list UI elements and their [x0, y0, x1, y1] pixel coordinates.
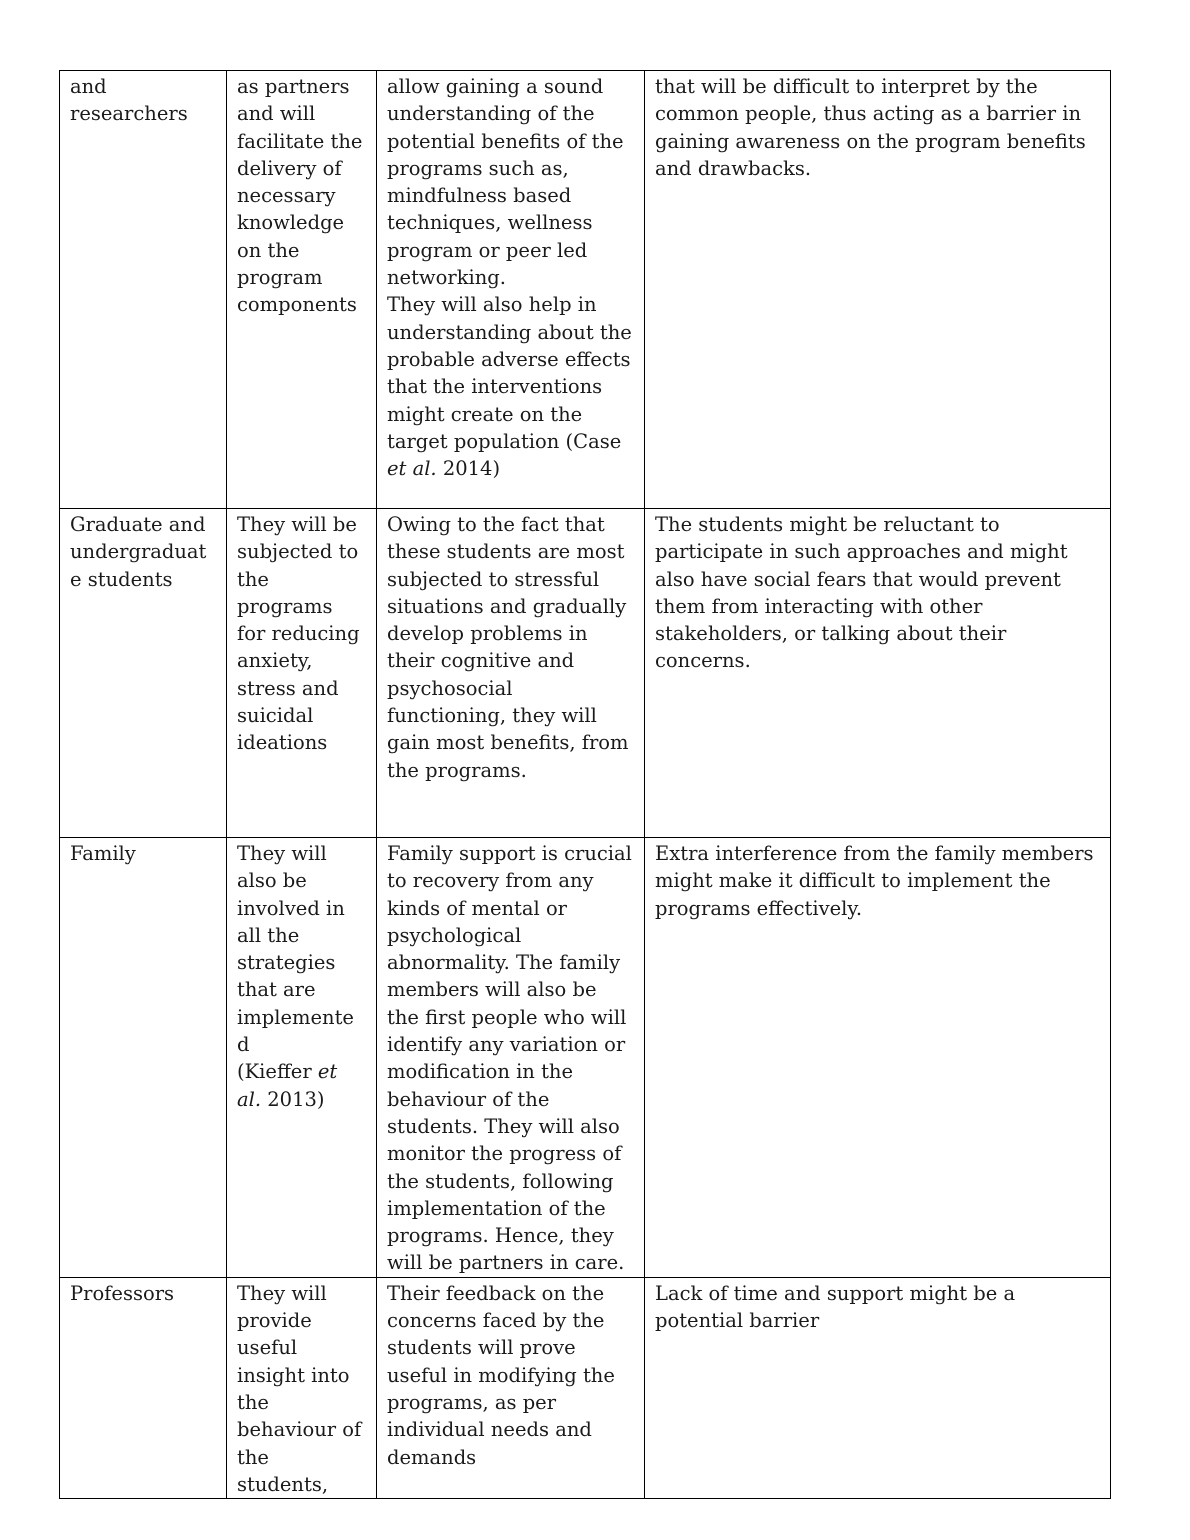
role-cell: They will provide useful insight into the behaviour of the students,	[227, 1277, 377, 1498]
role-cell: as partners and will facilitate the delivery of necessary knowledge on the program components	[227, 71, 377, 509]
stakeholder-cell: Professors	[60, 1277, 227, 1498]
stakeholder-table	[59, 70, 1111, 1499]
benefit-paragraph: allow gaining a sound understanding of the potential benefits of the programs such as, mindfulness based techniques, wellness program or peer led networking.	[387, 75, 624, 290]
barrier-cell: The students might be reluctant to participate in such approaches and might also have social fears that would prevent them from interacting with other stakeholders, or talking about their concerns.	[645, 509, 1111, 838]
benefit-cell: Owing to the fact that these students are most subjected to stressful situations and gradually develop problems in their cognitive and psychosocial functioning, they will gain most benefits, from the programs.	[377, 509, 645, 838]
benefit-cell: Family support is crucial to recovery from any kinds of mental or psychological abnormality. The family members will also be the first people who will identify any variation or modification in the behaviour of the students. They will also monitor the progress of the students, following implementation of the programs. Hence, they will be partners in care.	[377, 838, 645, 1278]
benefit-cell	[377, 71, 645, 509]
citation: (Kieffer et al. 2013)	[237, 1060, 338, 1111]
role-paragraph: They will also be involved in all the strategies that are implemented	[237, 842, 354, 1057]
stakeholder-cell: Family	[60, 838, 227, 1278]
table-row	[60, 71, 1111, 509]
role-cell	[227, 838, 377, 1278]
barrier-cell: Extra interference from the family members might make it difficult to implement the programs effectively.	[645, 838, 1111, 1278]
benefit-paragraph: They will also help in understanding about the probable adverse effects that the interventions might create on the target population (Case et al. 2014)	[387, 293, 632, 481]
table-row	[60, 838, 1111, 1278]
stakeholder-cell: and researchers	[60, 71, 227, 509]
table-row	[60, 1277, 1111, 1498]
barrier-cell: Lack of time and support might be a potential barrier	[645, 1277, 1111, 1498]
benefit-cell: Their feedback on the concerns faced by the students will prove useful in modifying the programs, as per individual needs and demands	[377, 1277, 645, 1498]
stakeholder-cell: Graduate and undergraduate students	[60, 509, 227, 838]
table-row	[60, 509, 1111, 838]
role-cell: They will be subjected to the programs for reducing anxiety, stress and suicidal ideations	[227, 509, 377, 838]
barrier-cell: that will be difficult to interpret by the common people, thus acting as a barrier in gaining awareness on the program benefits and drawbacks.	[645, 71, 1111, 509]
